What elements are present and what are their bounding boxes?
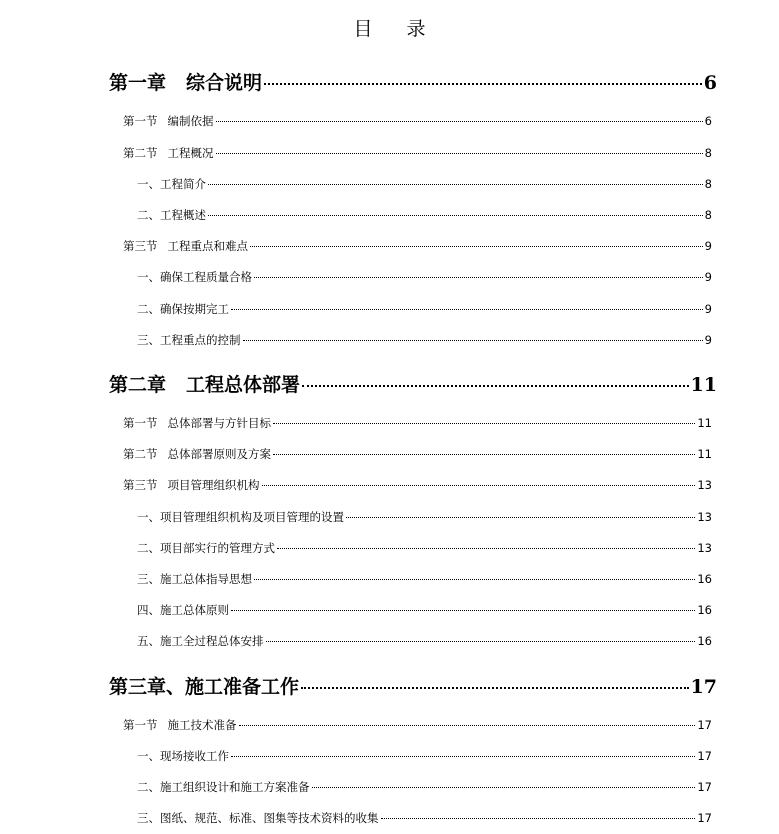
toc-page-number: 8 (704, 146, 712, 160)
dot-leader (231, 610, 695, 611)
toc-entry-label (137, 509, 344, 525)
toc-page-number: 9 (704, 270, 712, 284)
toc-title (0, 14, 779, 41)
dot-leader (231, 756, 695, 757)
toc-entry-number: 第一节 (123, 416, 158, 430)
toc-entry-label (137, 633, 264, 649)
toc-entry-label (137, 207, 206, 223)
toc-entry-label (137, 779, 310, 795)
toc-title-left: 目 (353, 18, 373, 40)
toc-entry-label (137, 176, 206, 192)
toc-entry-text: 三、图纸、规范、标准、图集等技术资料的收集 (137, 811, 379, 825)
dot-leader (243, 340, 703, 341)
dot-leader (346, 517, 695, 518)
toc-page-number: 13 (697, 478, 712, 492)
toc-page-number: 6 (704, 114, 712, 128)
dot-leader (266, 641, 696, 642)
toc-entry-text: 总体部署原则及方案 (167, 447, 271, 461)
toc-section-entry[interactable] (123, 238, 712, 254)
dot-leader (254, 277, 703, 278)
toc-page-number: 11 (697, 447, 712, 461)
toc-subsection-entry[interactable] (137, 633, 712, 649)
dot-leader (216, 153, 703, 154)
toc-entry-text: 三、施工总体指导思想 (137, 572, 252, 586)
toc-entry-text: 施工准备工作 (185, 676, 300, 698)
toc-entry-label (137, 571, 252, 587)
toc-page-number: 8 (704, 177, 712, 191)
toc-entry-text: 二、确保按期完工 (137, 302, 229, 316)
toc-page-number: 9 (704, 302, 712, 316)
toc-chapter-entry[interactable] (109, 370, 717, 397)
toc-section-entry[interactable] (123, 415, 712, 431)
toc-entry-label (123, 145, 214, 161)
toc-entry-number: 第三节 (123, 239, 158, 253)
dot-leader (239, 725, 696, 726)
toc-page-number: 17 (690, 676, 717, 698)
toc-entry-text: 二、工程概述 (137, 208, 206, 222)
toc-section-entry[interactable] (123, 113, 712, 129)
toc-entry-label (123, 477, 260, 493)
toc-entry-label (109, 68, 262, 95)
dot-leader (301, 687, 689, 689)
toc-page-number: 17 (697, 811, 712, 825)
toc-section-entry[interactable] (123, 446, 712, 462)
toc-subsection-entry[interactable] (137, 779, 712, 795)
toc-entry-text: 一、项目管理组织机构及项目管理的设置 (137, 510, 344, 524)
dot-leader (250, 246, 703, 247)
toc-subsection-entry[interactable] (137, 269, 712, 285)
toc-entry-text: 工程重点和难点 (167, 239, 248, 253)
toc-entry-text: 二、项目部实行的管理方式 (137, 541, 275, 555)
dot-leader (264, 83, 702, 85)
toc-page-number: 8 (704, 208, 712, 222)
toc-entry-number: 第三章、 (109, 676, 186, 698)
dot-leader (277, 548, 695, 549)
toc-entry-label (137, 748, 229, 764)
toc-section-entry[interactable] (123, 477, 712, 493)
toc-subsection-entry[interactable] (137, 571, 712, 587)
toc-entry-label (137, 540, 275, 556)
toc-page-number: 11 (690, 374, 717, 396)
dot-leader (208, 184, 703, 185)
toc-page-number: 17 (697, 718, 712, 732)
toc-subsection-entry[interactable] (137, 207, 712, 223)
toc-entry-label (137, 301, 229, 317)
toc-entry-number: 第一节 (123, 718, 158, 732)
toc-chapter-entry[interactable] (109, 68, 717, 95)
dot-leader (273, 423, 695, 424)
toc-entry-label (123, 717, 237, 733)
toc-entry-text: 一、工程简介 (137, 177, 206, 191)
toc-page-number: 11 (697, 416, 712, 430)
toc-entry-label (123, 238, 248, 254)
dot-leader (312, 787, 696, 788)
dot-leader (302, 385, 689, 387)
dot-leader (262, 485, 696, 486)
toc-entry-text: 一、确保工程质量合格 (137, 270, 252, 284)
toc-subsection-entry[interactable] (137, 332, 712, 348)
toc-entry-text: 三、工程重点的控制 (137, 333, 241, 347)
toc-page-number: 17 (697, 780, 712, 794)
toc-entry-number: 第二节 (123, 146, 158, 160)
dot-leader (381, 818, 696, 819)
toc-entry-text: 二、施工组织设计和施工方案准备 (137, 780, 310, 794)
toc-entry-text: 综合说明 (186, 72, 263, 94)
toc-section-entry[interactable] (123, 717, 712, 733)
dot-leader (208, 215, 703, 216)
toc-page-number: 16 (697, 572, 712, 586)
toc-subsection-entry[interactable] (137, 301, 712, 317)
toc-entry-text: 一、现场接收工作 (137, 749, 229, 763)
dot-leader (216, 121, 703, 122)
toc-subsection-entry[interactable] (137, 540, 712, 556)
toc-entry-text: 编制依据 (167, 114, 214, 128)
toc-subsection-entry[interactable] (137, 509, 712, 525)
toc-page-number: 13 (697, 541, 712, 555)
toc-chapter-entry[interactable] (109, 672, 717, 699)
dot-leader (231, 309, 703, 310)
toc-subsection-entry[interactable] (137, 810, 712, 826)
dot-leader (254, 579, 695, 580)
toc-entry-text: 工程概况 (167, 146, 214, 160)
toc-entry-label (137, 602, 229, 618)
toc-page-number: 17 (697, 749, 712, 763)
toc-entry-text: 施工技术准备 (167, 718, 237, 732)
toc-entry-label (109, 672, 299, 699)
toc-entry-number: 第二章 (109, 374, 167, 396)
toc-entry-text: 五、施工全过程总体安排 (137, 634, 264, 648)
toc-entry-label (137, 269, 252, 285)
toc-entry-label (123, 446, 271, 462)
toc-page-number: 13 (697, 510, 712, 524)
toc-entry-label (109, 370, 300, 397)
toc-entry-number: 第一章 (109, 72, 167, 94)
toc-subsection-entry[interactable] (137, 748, 712, 764)
toc-entry-label (137, 332, 241, 348)
toc-entry-number: 第三节 (123, 478, 158, 492)
toc-subsection-entry[interactable] (137, 176, 712, 192)
toc-entry-text: 四、施工总体原则 (137, 603, 229, 617)
toc-entry-number: 第一节 (123, 114, 158, 128)
toc-page-number: 9 (704, 239, 712, 253)
toc-page-number: 16 (697, 603, 712, 617)
toc-title-right: 录 (406, 18, 426, 40)
toc-page-number: 16 (697, 634, 712, 648)
toc-page-number: 9 (704, 333, 712, 347)
toc-page-number: 6 (703, 72, 717, 94)
toc-subsection-entry[interactable] (137, 602, 712, 618)
toc-entry-label (137, 810, 379, 826)
toc-entry-text: 总体部署与方针目标 (167, 416, 271, 430)
toc-section-entry[interactable] (123, 145, 712, 161)
dot-leader (273, 454, 695, 455)
toc-entry-label (123, 415, 271, 431)
toc-entry-number: 第二节 (123, 447, 158, 461)
toc-entry-label (123, 113, 214, 129)
toc-entry-text: 项目管理组织机构 (167, 478, 260, 492)
toc-entry-text: 工程总体部署 (186, 374, 301, 396)
